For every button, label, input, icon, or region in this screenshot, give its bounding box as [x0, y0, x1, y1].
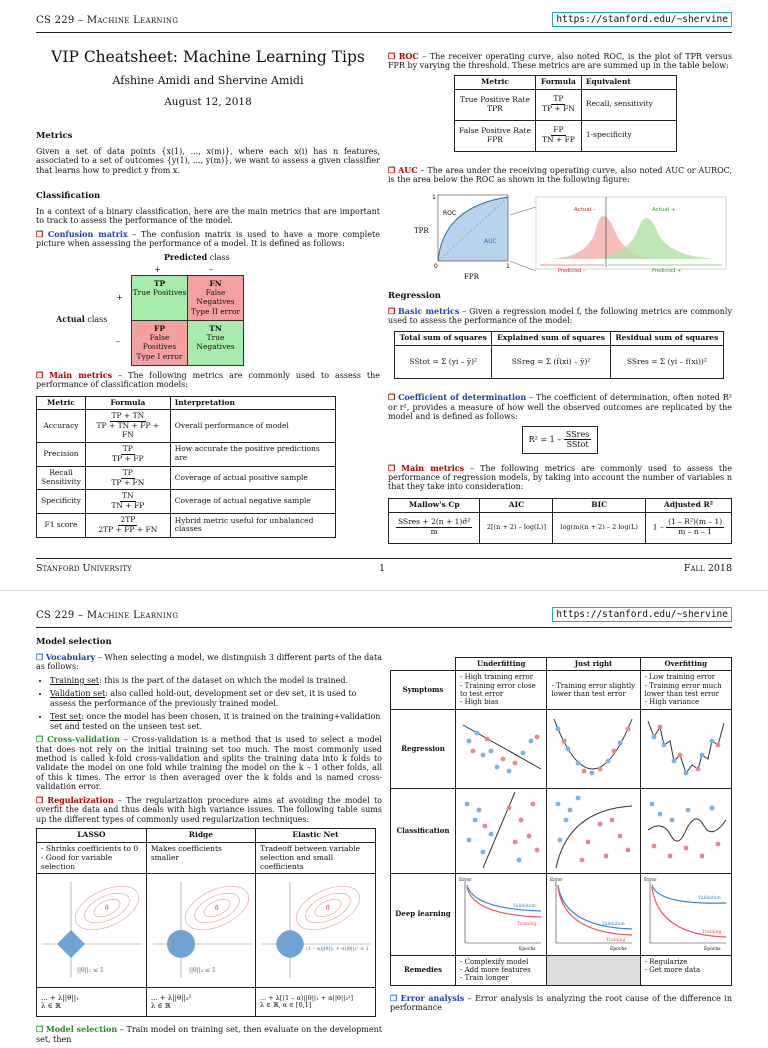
bullet-square-icon: ❐: [388, 164, 396, 175]
course-title: CS 229 – Machine Learning: [36, 15, 179, 26]
table-row: - Shrinks coefficients to 0 - Good for variable selection Makes coefficients smaller Tradeoff between variable selection and small coefficients: [37, 842, 376, 874]
bullet-square-icon: ❐: [388, 392, 396, 403]
sum-of-squares-table: Total sum of squares Explained sum of squares Residual sum of squares SStot = Σ (yi – ȳ)² SSreg = Σ (f(xi) – ȳ)² SSres = Σ (yi – f(xi))²: [394, 331, 724, 379]
page-number: 1: [379, 563, 386, 574]
table-row: Remedies - Complexify model - Add more features - Train longer - Regularize - Get more data: [391, 955, 732, 985]
right-column: [388, 52, 732, 544]
table-row: F1 score $\frac{2TP}{2TP + FP + FN}$ Hybrid metric useful for unbalanced classes: [37, 514, 336, 538]
page-title: VIP Cheatsheet: Machine Learning Tips: [51, 48, 365, 66]
tpr-axis-label: TPR: [414, 226, 429, 235]
cross-validation-desc: ❐ Cross-validation – Cross-validation is a method that is used to select a model that does not rely on the initial training set too much. The most commonly used method is called k-fold cross-validation and splits the training data into k folds to validate the model on one fold while training the model on the k – 1 other folds, all of this k times. The error is then averaged over the k folds and is named cross-validation error.: [36, 734, 382, 792]
svg-text:Actual –: Actual –: [574, 206, 596, 213]
svg-text:θ̂: θ̂: [326, 905, 330, 913]
ridge-diagram: [147, 874, 255, 984]
svg-text:Training: Training: [701, 930, 721, 936]
r-squared-formula: R² = 1 – $\frac{\text{SSres}}{\text{SStot}}$: [388, 426, 732, 454]
coefficient-of-determination-desc: ❐ Coefficient of determination – The coefficient of determination, often noted R² or r², provides a measure of how well the observed outcomes are replicated by the model and is defined as follows:: [388, 392, 733, 422]
table-row: Regression: [391, 709, 732, 788]
svg-text:||θ||₂ ≤ 1: ||θ||₂ ≤ 1: [188, 967, 216, 975]
regression-metrics-table: Mallow's Cp AIC BIC Adjusted R² $\frac{\text{SSres + 2(n + 1)σ̂²}}{m}$ 2[(n + 2) – log(L)] log(m)(n + 2) – 2 log(L) 1 – $\frac{\text{(1 – R²)(m – 1)}}{m - n - 1}$: [388, 498, 732, 544]
table-row: Precision $\frac{TP}{TP + FP}$ How accurate the positive predictions are: [37, 442, 336, 466]
confusion-matrix: [36, 253, 336, 403]
classification-metrics-table: [36, 396, 336, 538]
classification-overfit-plot: [642, 790, 730, 870]
metrics-heading: Metrics: [36, 130, 73, 141]
col-minus: –: [209, 264, 213, 274]
classification-just-right-plot: [548, 790, 636, 870]
main-metrics-term: Main metrics: [49, 369, 113, 380]
table-row: SStot = Σ (yi – ȳ)² SSreg = Σ (f(xi) – ȳ)² SSres = Σ (yi – f(xi))²: [395, 346, 724, 379]
row-minus: –: [116, 336, 120, 346]
vocabulary-list: [50, 676, 382, 731]
error-analysis-desc: ❐ Error analysis – Error analysis is analyzing the root cause of the difference in performance: [390, 992, 733, 1013]
basic-metrics-desc: ❐ Basic metrics – Given a regression model f, the following metrics are commonly used to assess the performance of the model:: [388, 305, 732, 326]
table-row: False Positive Rate FPR $\frac{FP}{TN + FP}$ 1-specificity: [455, 120, 677, 151]
confusion-matrix-text: – The confusion matrix is used to have a more complete picture when assessing the performance of a model. It is defined as follows:: [36, 229, 380, 249]
roc-desc: ❐ ROC – The receiver operating curve, also noted ROC, is the plot of TPR versus FPR by varying the threshold. These metrics are are summed up in the table below:: [388, 51, 732, 71]
svg-text:1: 1: [432, 193, 436, 201]
svg-text:Training: Training: [606, 938, 626, 944]
list-item: • Validation set: also called hold-out, development set or dev set, it is used to assess the performance of the previously trained model.: [50, 689, 382, 708]
connector-line: [510, 261, 536, 271]
classification-underfit-plot: [457, 790, 545, 870]
svg-text:Predicted –: Predicted –: [558, 267, 586, 274]
fp-cell: FP False Positives Type I error: [131, 320, 188, 366]
table-header: Metric: [37, 396, 86, 410]
deep-learning-underfit-plot: [457, 875, 545, 951]
table-header: Formula: [85, 396, 170, 410]
left-column: [36, 40, 380, 538]
confusion-matrix-term: Confusion matrix: [47, 228, 128, 239]
fpr-axis-label: FPR: [464, 272, 479, 281]
table-row: Symptoms - High training error - Training error close to test error - High bias - Training error slightly lower than test error - Low training error - Training error much lower than test error - High variance: [391, 671, 732, 710]
svg-text:AUC: AUC: [484, 237, 497, 245]
svg-text:Error: Error: [459, 878, 472, 884]
svg-text:Epochs: Epochs: [519, 947, 536, 952]
url-link[interactable]: https://stanford.edu/~shervine: [552, 607, 732, 622]
page-header: [36, 607, 732, 628]
page-two: [0, 590, 768, 1044]
col-plus: +: [154, 264, 161, 274]
list-item: • Test set: once the model has been chosen, it is trained on the training+validation set and tested on the unseen test set.: [50, 712, 382, 731]
auc-figure: [388, 189, 732, 281]
model-fit-table: Underfitting Just right Overfitting Symptoms - High training error - Training error close to test error - High bias - Training error slightly lower than test error - Low training error - Training error much lower than test error - High variance Regression Classification Deep learning Error Epochs Validation Training Error Epochs Validation Training Error Epochs Validation Training Remedies - Complexify model - Add more features - Train longer - Regularize - Get more data: [390, 657, 732, 986]
classification-intro: In a context of a binary classification, here are the main metrics that are important to track to assess the performance of the model.: [36, 206, 380, 226]
fn-cell: FN False Negatives Type II error: [187, 275, 244, 321]
left-column: [36, 637, 382, 1048]
svg-text:Error: Error: [550, 878, 563, 884]
model-selection-heading: Model selection: [36, 637, 112, 647]
auc-desc: ❐ AUC – The area under the receiving operating curve, also noted AUC or AUROC, is the area below the ROC as shown in the following figure:: [388, 164, 733, 185]
svg-text:θ̂: θ̂: [105, 905, 109, 913]
regression-main-metrics-desc: ❐ Main metrics – The following metrics are commonly used to assess the performance of regression models, by taking into account the number of variables n that they take into consideration:: [388, 462, 733, 492]
elastic-net-diagram: [256, 874, 374, 984]
actual-class-label: Actual class: [56, 313, 108, 324]
connector-line: [510, 207, 536, 215]
tp-cell: TP True Positives: [131, 275, 188, 321]
svg-text:(1 – α)||θ||₁ + α||θ||₂² ≤ 1: (1 – α)||θ||₁ + α||θ||₂² ≤ 1: [306, 946, 369, 953]
table-row: Classification: [391, 789, 732, 874]
svg-text:Actual +: Actual +: [652, 206, 676, 213]
tn-cell: TN True Negatives: [187, 320, 244, 366]
bullet-square-icon: ❐: [36, 369, 44, 380]
table-header: Interpretation: [170, 396, 335, 410]
svg-text:Error: Error: [643, 878, 656, 884]
table-row: $\frac{\text{SSres + 2(n + 1)σ̂²}}{m}$ 2[(n + 2) – log(L)] log(m)(n + 2) – 2 log(L) 1 – $\frac{\text{(1 – R²)(m – 1)}}{m - n - 1}$: [389, 512, 732, 543]
svg-text:Validation: Validation: [513, 904, 536, 910]
table-row: ... + λ||θ||₁ λ ∈ ℝ ... + λ||θ||₂² λ ∈ ℝ ... + λ[(1 – α)||θ||₁ + α||θ||₂²] λ ∈ ℝ, α ∈ [0,1]: [37, 988, 376, 1017]
svg-text:Predicted +: Predicted +: [652, 267, 682, 274]
bullet-square-icon: ❐: [388, 51, 396, 61]
date: August 12, 2018: [164, 96, 252, 109]
table-row: [37, 874, 376, 988]
table-row: Deep learning Error Epochs Validation Training Error Epochs Validation Training Error Epochs Validation Training: [391, 874, 732, 955]
bullet-square-icon: ❐: [388, 305, 396, 316]
regression-underfit-plot: [457, 711, 545, 785]
svg-text:Epochs: Epochs: [703, 947, 721, 952]
url-link[interactable]: https://stanford.edu/~shervine: [552, 12, 732, 27]
page-footer: Stanford University 1 Fall 2018: [36, 558, 732, 575]
right-column: [390, 657, 732, 1017]
roc-table: Metric Formula Equivalent True Positive Rate TPR $\frac{TP}{TP + FN}$ Recall, sensitivity False Positive Rate FPR $\frac{FP}{TN + FP}$ 1-specificity: [454, 75, 677, 152]
svg-text:Validation: Validation: [697, 896, 721, 902]
page-header: [36, 12, 732, 33]
vocabulary-desc: ❐ Vocabulary – When selecting a model, we distinguish 3 different parts of the data as follows:: [36, 652, 382, 672]
course-title: CS 229 – Machine Learning: [36, 610, 179, 621]
svg-text:||θ||₁ ≤ 1: ||θ||₁ ≤ 1: [77, 967, 104, 975]
lasso-diagram: [37, 874, 145, 984]
table-row: Recall Sensitivity $\frac{TP}{TP + FN}$ Coverage of actual positive sample: [37, 466, 336, 490]
regularization-desc: ❐ Regularization – The regularization procedure aims at avoiding the model to overfit the data and thus deals with high variance issues. The following table sums up the different types of commonly used regularization techniques:: [36, 794, 382, 824]
row-plus: +: [116, 292, 123, 302]
confusion-matrix-desc: [36, 230, 380, 249]
svg-text:Validation: Validation: [602, 922, 626, 928]
table-row: Accuracy $\frac{TP + TN}{TP + TN + FP + FN}$ Overall performance of model: [37, 410, 336, 443]
classification-heading: Classification: [36, 190, 101, 201]
list-item: • Training set: this is the part of the dataset on which the model is trained.: [50, 676, 382, 685]
bullet-square-icon: ❐: [36, 228, 44, 239]
table-row: True Positive Rate TPR $\frac{TP}{TP + FN}$ Recall, sensitivity: [455, 89, 677, 120]
main-metrics-desc: ❐ Main metrics – The following metrics are commonly used to assess the performance of classification models:: [36, 369, 381, 390]
authors: Afshine Amidi and Shervine Amidi: [112, 74, 304, 88]
svg-text:1: 1: [506, 262, 510, 270]
predicted-class-label: Predicted class: [164, 251, 230, 262]
deep-learning-just-right-plot: [548, 875, 636, 951]
regression-heading: Regression: [388, 290, 441, 301]
metrics-intro: Given a set of data points {x(1), ..., x(m)}, where each x(i) has n features, associated to a set of outcomes {y(1), ..., y(m)}, we want to assess a given classifier that learns how to predict y from x.: [36, 146, 380, 175]
svg-text:θ̂: θ̂: [214, 905, 219, 913]
deep-learning-overfit-plot: [642, 875, 730, 951]
regularization-table: LASSO Ridge Elastic Net - Shrinks coefficients to 0 - Good for variable selection Makes coefficients smaller Tradeoff between variable selection and small coefficients θ̂ ||θ||₁ ≤ 1 θ̂ ||θ||₂ ≤ 1 θ̂ (1 – α)||θ||₁ + α||θ||₂² ≤ 1 ... + λ||θ||₁ λ ∈ ℝ ... + λ||θ||₂² λ ∈ ℝ ... + λ[(1 – α)||θ||₁ + α||θ||₂²] λ ∈ ℝ, α ∈ [0,1]: [36, 828, 376, 1017]
model-selection-desc: ❐ Model selection – Train model on training set, then evaluate on the development set, then: [36, 1024, 382, 1044]
bullet-square-icon: ❐: [388, 462, 396, 473]
svg-text:ROC: ROC: [443, 209, 457, 217]
regression-just-right-plot: [548, 711, 636, 785]
table-row: Specificity $\frac{TN}{TN + FP}$ Coverage of actual negative sample: [37, 490, 336, 514]
svg-text:Training: Training: [517, 922, 537, 928]
svg-text:Epochs: Epochs: [610, 947, 628, 952]
regression-overfit-plot: [642, 711, 730, 785]
svg-text:0: 0: [434, 262, 438, 270]
